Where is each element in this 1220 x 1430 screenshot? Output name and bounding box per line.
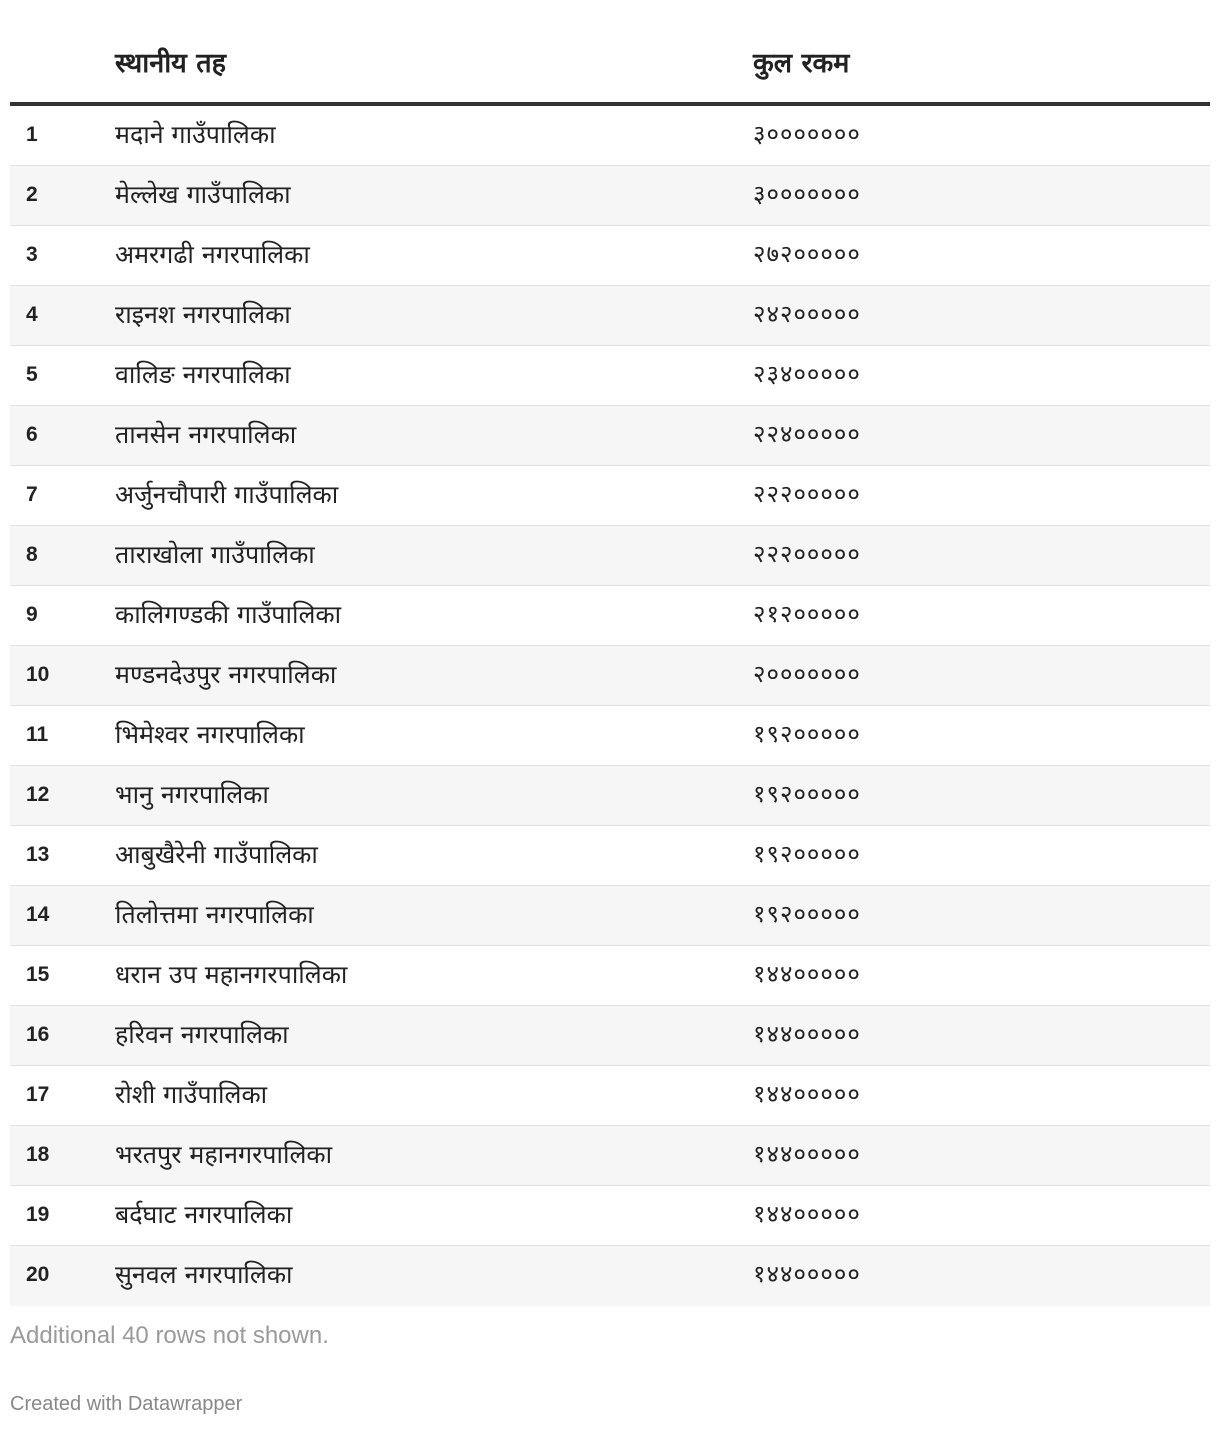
row-local-level: राइनश नगरपालिका: [115, 300, 291, 329]
row-rank: 2: [26, 183, 38, 206]
table-row: [10, 106, 1210, 166]
row-total-amount: १९२०००००: [753, 840, 861, 868]
row-total-amount: २२२०००००: [753, 480, 861, 508]
row-rank: 12: [26, 783, 50, 806]
column-header-total-amount[interactable]: कुल रकम: [753, 48, 850, 79]
row-local-level: भानु नगरपालिका: [115, 780, 269, 809]
row-total-amount: २७२०००००: [753, 240, 861, 268]
table-row: [10, 526, 1210, 586]
row-rank: 19: [26, 1203, 50, 1226]
table-row: [10, 406, 1210, 466]
table-row: [10, 346, 1210, 406]
row-total-amount: २१२०००००: [753, 600, 861, 628]
row-rank: 7: [26, 483, 38, 506]
row-local-level: कालिगण्डकी गाउँपालिका: [115, 600, 342, 629]
row-total-amount: १४४०००००: [753, 1080, 861, 1108]
row-rank: 11: [26, 723, 49, 746]
row-rank: 5: [26, 363, 38, 386]
row-total-amount: २३४०००००: [753, 360, 861, 388]
row-rank: 3: [26, 243, 38, 266]
table-row: [10, 286, 1210, 346]
row-total-amount: १४४०००००: [753, 1260, 861, 1288]
row-rank: 17: [26, 1083, 50, 1106]
row-rank: 9: [26, 603, 38, 626]
table-row: [10, 706, 1210, 766]
row-total-amount: १९२०००००: [753, 780, 861, 808]
row-local-level: अमरगढी नगरपालिका: [115, 240, 310, 269]
row-local-level: ताराखोला गाउँपालिका: [115, 540, 315, 569]
row-local-level: तानसेन नगरपालिका: [115, 420, 297, 449]
table-notes: Additional 40 rows not shown.: [10, 1322, 329, 1349]
row-local-level: आबुखैरेनी गाउँपालिका: [115, 840, 318, 869]
row-total-amount: २४२०००००: [753, 300, 861, 328]
row-local-level: बर्दघाट नगरपालिका: [115, 1200, 293, 1229]
row-total-amount: १९२०००००: [753, 720, 861, 748]
table-row: [10, 1066, 1210, 1126]
row-rank: 14: [26, 903, 50, 926]
row-local-level: सुनवल नगरपालिका: [115, 1260, 293, 1289]
credit-line: Created with Datawrapper: [10, 1393, 243, 1415]
table-row: [10, 646, 1210, 706]
row-total-amount: १४४०००००: [753, 1020, 861, 1048]
table-row: [10, 766, 1210, 826]
row-local-level: अर्जुनचौपारी गाउँपालिका: [115, 480, 339, 509]
row-rank: 1: [26, 123, 38, 146]
table-row: [10, 1186, 1210, 1246]
row-local-level: तिलोत्तमा नगरपालिका: [115, 900, 314, 929]
row-rank: 10: [26, 663, 50, 686]
row-total-amount: १४४०००००: [753, 960, 861, 988]
table-row: [10, 826, 1210, 886]
table-header: [10, 0, 1210, 106]
row-rank: 13: [26, 843, 50, 866]
table-row: [10, 886, 1210, 946]
row-total-amount: ३०००००००: [753, 120, 861, 148]
row-local-level: धरान उप महानगरपालिका: [115, 960, 348, 989]
row-total-amount: १४४०००००: [753, 1200, 861, 1228]
table-row: [10, 586, 1210, 646]
row-total-amount: २०००००००: [753, 660, 861, 688]
row-local-level: भरतपुर महानगरपालिका: [115, 1140, 333, 1169]
table-body: [10, 106, 1210, 1306]
row-rank: 18: [26, 1143, 50, 1166]
row-total-amount: १९२०००००: [753, 900, 861, 928]
row-rank: 15: [26, 963, 50, 986]
table-row: [10, 466, 1210, 526]
row-rank: 16: [26, 1023, 50, 1046]
row-local-level: हरिवन नगरपालिका: [115, 1020, 289, 1049]
row-local-level: मेल्लेख गाउँपालिका: [115, 180, 291, 209]
row-local-level: मदाने गाउँपालिका: [115, 120, 276, 149]
data-table: [10, 0, 1210, 1306]
row-rank: 4: [26, 303, 38, 326]
row-local-level: वालिङ नगरपालिका: [115, 360, 291, 389]
row-total-amount: २२२०००००: [753, 540, 861, 568]
row-rank: 20: [26, 1263, 50, 1286]
table-row: [10, 946, 1210, 1006]
row-local-level: मण्डनदेउपुर नगरपालिका: [115, 660, 337, 689]
row-total-amount: ३०००००००: [753, 180, 861, 208]
table-row: [10, 1246, 1210, 1306]
row-rank: 6: [26, 423, 38, 446]
row-local-level: भिमेश्वर नगरपालिका: [115, 720, 305, 749]
table-row: [10, 166, 1210, 226]
column-header-local-level[interactable]: स्थानीय तह: [115, 48, 226, 79]
table-row: [10, 1006, 1210, 1066]
row-total-amount: २२४०००००: [753, 420, 861, 448]
table-row: [10, 226, 1210, 286]
row-rank: 8: [26, 543, 38, 566]
row-local-level: रोशी गाउँपालिका: [115, 1080, 268, 1109]
table-row: [10, 1126, 1210, 1186]
row-total-amount: १४४०००००: [753, 1140, 861, 1168]
